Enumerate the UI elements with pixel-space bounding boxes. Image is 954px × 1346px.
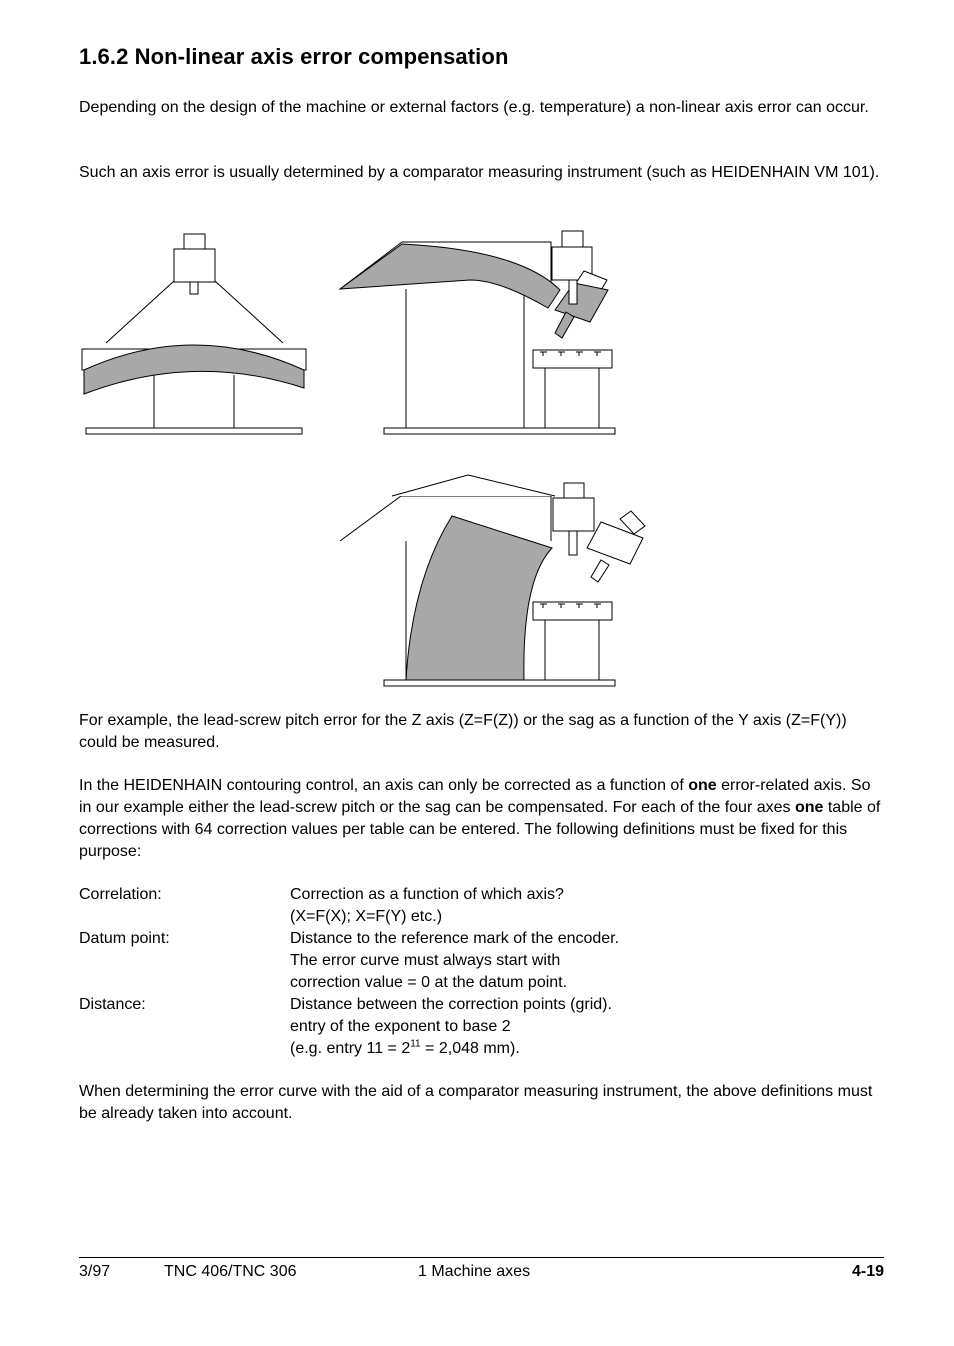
text-run: table of corrections with 64 correction values per table can be entered. The following definitions must be fixed for this purpose:: [79, 799, 881, 860]
definition-line: correction value = 0 at the datum point.: [290, 974, 568, 991]
emphasis-one: one: [688, 777, 717, 794]
footer-chapter: 1 Machine axes: [418, 1263, 531, 1280]
footer-model: TNC 406/TNC 306: [164, 1263, 297, 1280]
definition-line: entry of the exponent to base 2: [290, 1018, 511, 1035]
paragraph-correction: [79, 775, 884, 863]
definition-term: Distance:: [79, 996, 146, 1013]
footer-divider: [79, 1257, 884, 1258]
definition-distance: [79, 994, 884, 1060]
definition-correlation: [79, 884, 884, 928]
exponent: 11: [410, 1038, 421, 1050]
definition-line: (X=F(X); X=F(Y) etc.): [290, 908, 443, 925]
text-run: In the HEIDENHAIN contouring control, an axis can only be corrected as a function of: [79, 777, 689, 794]
definition-datum-point: [79, 928, 884, 994]
definition-line: The error curve must always start with: [290, 952, 561, 969]
text-run: = 2,048 mm).: [420, 1040, 520, 1057]
figure-column-bending: [340, 475, 645, 686]
definition-list: [79, 884, 884, 1060]
paragraph-example: For example, the lead-screw pitch error for the Z axis (Z=F(Z)) or the sag as a function of the Y axis (Z=F(Y)) could be measured.: [79, 712, 847, 751]
definition-line-example: [290, 1038, 884, 1060]
footer-page-number: 4-19: [851, 1263, 884, 1280]
paragraph-conclusion: When determining the error curve with the aid of a comparator measuring instrument, the above definitions must be already taken into account.: [79, 1083, 873, 1122]
section-heading: 1.6.2 Non-linear axis error compensation: [79, 44, 509, 69]
footer-date: 3/97: [79, 1263, 111, 1280]
definition-description: [290, 994, 884, 1060]
definition-line: Distance between the correction points (grid).: [290, 996, 612, 1013]
figure-sag-beam: [82, 234, 306, 434]
definition-description: [290, 928, 884, 994]
text-run: error-related axis. So in our example either the lead-screw pitch or the sag can be compensated. For each of the four axes: [79, 777, 871, 816]
definition-description: [290, 884, 884, 928]
definition-term: Datum point:: [79, 930, 170, 947]
figure-head-bending: [340, 231, 615, 434]
definition-line: Correction as a function of which axis?: [290, 886, 564, 903]
definition-line: Distance to the reference mark of the encoder.: [290, 930, 620, 947]
paragraph-comparator: Such an axis error is usually determined by a comparator measuring instrument (such as HEIDENHAIN VM 101).: [79, 164, 880, 181]
text-run: (e.g. entry 11 = 2: [290, 1040, 411, 1057]
definition-term: Correlation:: [79, 886, 162, 903]
paragraph-intro: Depending on the design of the machine or external factors (e.g. temperature) a non-linear axis error can occur.: [79, 99, 869, 116]
emphasis-one: one: [794, 799, 824, 816]
